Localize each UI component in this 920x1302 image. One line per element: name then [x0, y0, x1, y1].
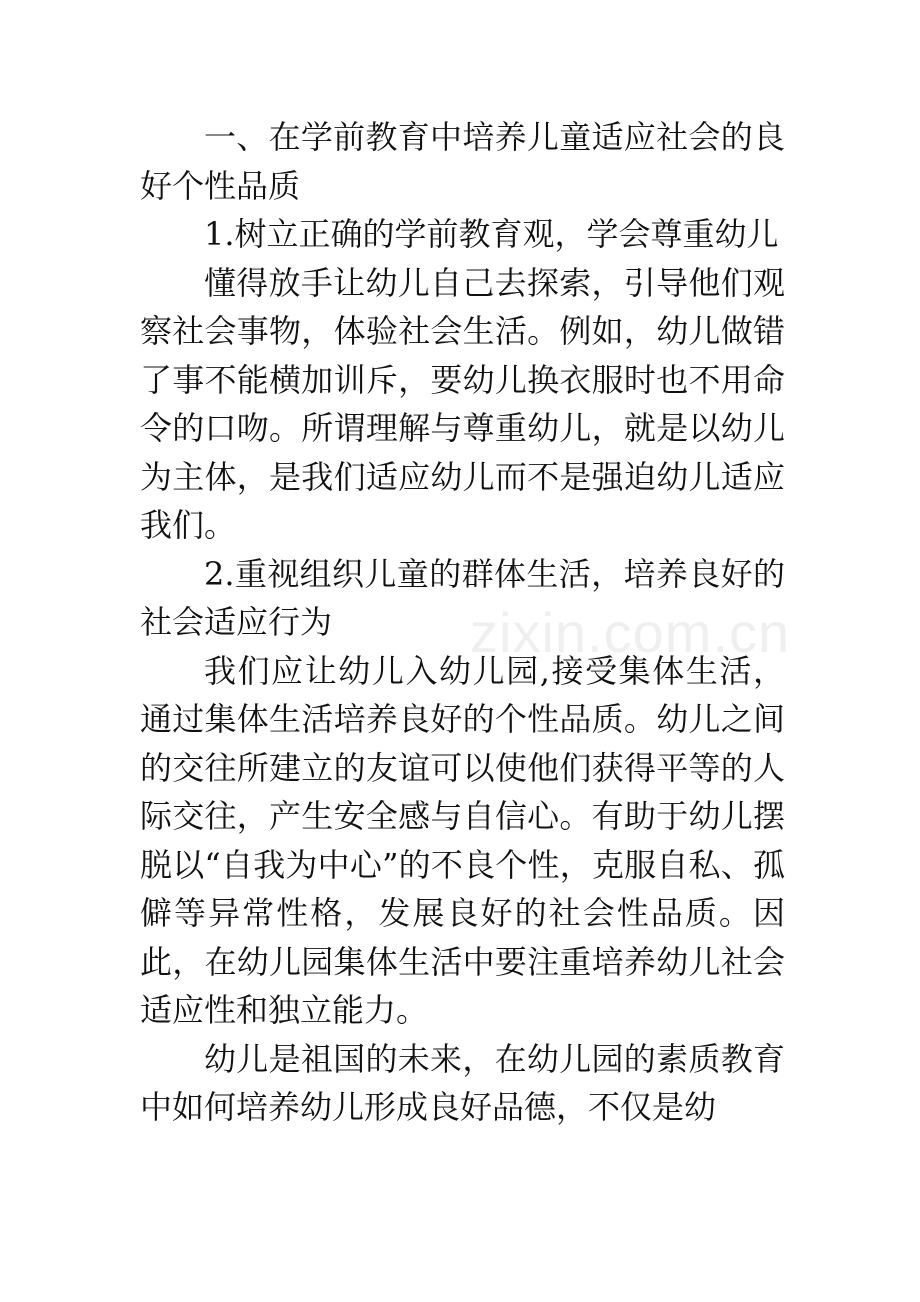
watermark: zixin.com.cn [470, 601, 791, 664]
subheading-1: 1.树立正确的学前教育观，学会尊重幼儿 [204, 215, 779, 253]
body-paragraph-2: 我们应让幼儿入幼儿园,接受集体生活，通过集体生活培养良好的个性品质。幼儿之间的交往所建立的友谊可以使他们获得平等的人际交往，产生安全感与自信心。有助于幼儿摆脱以“自我为中心”的不良个性，克服自私、孤僻等异常性格，发展良好的社会性品质。因此，在幼儿园集体生活中要注重培养幼儿社会适应性和独立能力。 [140, 651, 785, 1029]
subheading-2: 2.重视组织儿童的群体生活，培养良好的社会适应行为 [140, 554, 785, 641]
body-paragraph-3: 幼儿是祖国的未来，在幼儿园的素质教育中如何培养幼儿形成良好品德，不仅是幼 [140, 1039, 785, 1126]
document-body [140, 113, 785, 1132]
body-paragraph-1: 懂得放手让幼儿自己去探索，引导他们观察社会事物，体验社会生活。例如，幼儿做错了事不能横加训斥，要幼儿换衣服时也不用命令的口吻。所谓理解与尊重幼儿，就是以幼儿为主体，是我们适应幼儿而不是强迫幼儿适应我们。 [140, 263, 785, 544]
section-heading: 一、在学前教育中培养儿童适应社会的良好个性品质 [140, 118, 785, 205]
